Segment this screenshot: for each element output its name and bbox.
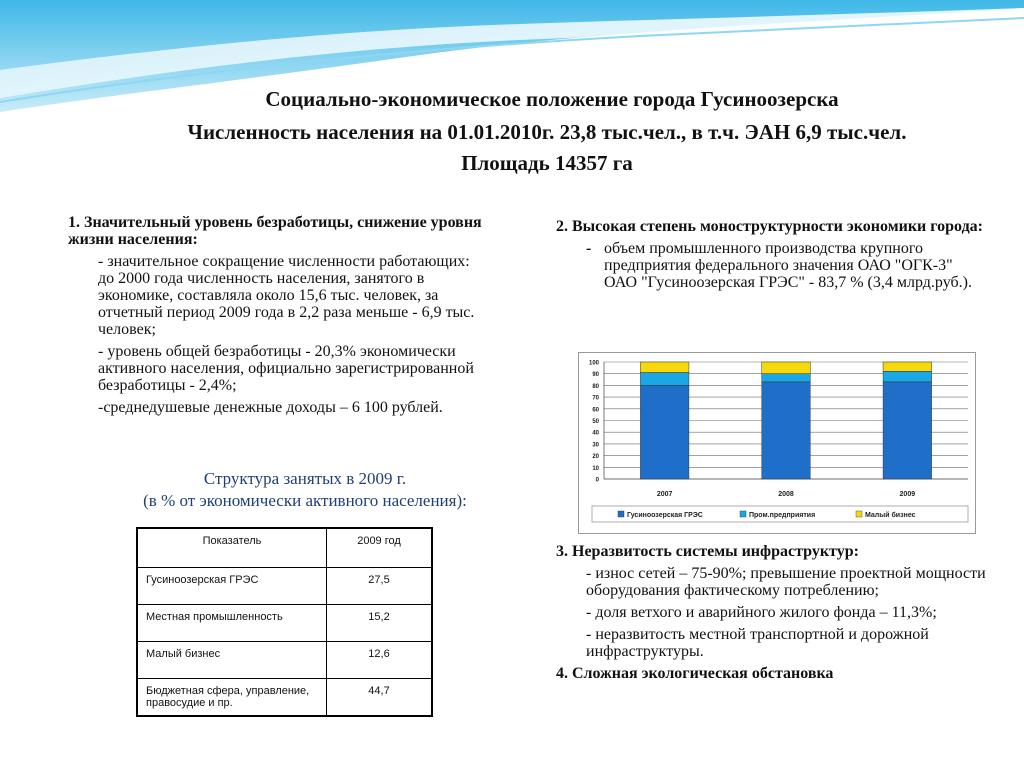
chart-legend-swatch xyxy=(856,511,862,517)
problem-3-point-2: - доля ветхого и аварийного жилого фонда – 11,3%; xyxy=(586,604,937,621)
chart-legend-swatch xyxy=(618,511,624,517)
table-cell-value: 15,2 xyxy=(327,605,433,642)
chart-bar-segment xyxy=(762,374,811,382)
chart-bar-segment xyxy=(640,362,689,373)
problem-3-point-3: - неразвитость местной транспортной и дорожной инфраструктуры. xyxy=(586,626,929,660)
table-header-name: Показатель xyxy=(137,528,327,568)
problem-1-point-2: - уровень общей безработицы - 20,3% экономически активного населения, официально зарегистрированной безработицы - 2,4%; xyxy=(98,343,474,394)
chart-bar-segment xyxy=(883,362,932,371)
table-cell-value: 44,7 xyxy=(327,679,433,717)
right-column xyxy=(556,218,986,291)
chart-ytick-label: 60 xyxy=(592,407,599,414)
table-cell-value: 12,6 xyxy=(327,642,433,679)
left-column xyxy=(68,214,488,416)
chart-bar-segment xyxy=(883,382,932,479)
chart-ytick-label: 50 xyxy=(592,419,599,425)
production-chart xyxy=(578,352,976,534)
chart-xtick-label: 2007 xyxy=(656,491,673,498)
chart-legend-label: Гусиноозерская ГРЭС xyxy=(627,512,703,519)
population-line: Численность населения на 01.01.2010г. 23,8 тыс.чел., в т.ч. ЭАН 6,9 тыс.чел. xyxy=(187,120,907,144)
chart-ytick-label: 20 xyxy=(592,454,599,461)
production-chart-svg xyxy=(578,352,976,534)
chart-legend-label: Малый бизнес xyxy=(865,512,916,519)
chart-ytick-label: 70 xyxy=(592,395,599,402)
employment-table xyxy=(136,527,433,717)
problem-2-text: объем промышленного производства крупного предприятия федерального значения ОАО "ОГК-3" ОАО "Гусиноозерская ГРЭС" - 83,7 % (3,4 млрд.руб.). xyxy=(604,240,972,291)
chart-legend xyxy=(592,506,968,522)
area-line: Площадь 14357 га xyxy=(461,151,633,175)
chart-ytick-label: 100 xyxy=(588,360,599,367)
chart-ytick-label: 30 xyxy=(592,442,599,449)
table-header-row xyxy=(137,528,432,568)
chart-bar-segment xyxy=(762,382,811,479)
problem-2-point xyxy=(556,240,986,291)
problem-4-heading: 4. Сложная экологическая обстановка xyxy=(556,665,834,682)
table-header-value: 2009 год xyxy=(327,528,433,568)
structure-title: Структура занятых в 2009 г. xyxy=(203,469,407,488)
chart-ytick-label: 0 xyxy=(595,477,599,484)
page-title: Социально-экономическое положение города Гусиноозерска xyxy=(265,87,839,111)
table-row xyxy=(137,605,432,642)
problem-2-dash: - xyxy=(586,240,592,257)
chart-legend-label: Пром.предприятия xyxy=(749,512,816,519)
chart-bar-segment xyxy=(762,362,811,374)
problem-1-point-3: -среднедушевые денежные доходы – 6 100 рублей. xyxy=(98,399,443,416)
table-cell-name: Местная промышленность xyxy=(137,605,327,642)
table-cell-name: Бюджетная сфера, управление, правосудие и пр. xyxy=(137,679,327,717)
chart-ytick-label: 90 xyxy=(592,372,599,379)
chart-ytick-label: 80 xyxy=(592,383,599,390)
table-cell-value: 27,5 xyxy=(327,568,433,605)
problem-2-heading: 2. Высокая степень моноструктурности экономики города: xyxy=(556,218,983,235)
problem-3-point-1: - износ сетей – 75-90%; превышение проектной мощности оборудования фактическому потреблению; xyxy=(586,565,986,599)
chart-bar-segment xyxy=(883,371,932,382)
chart-bar-segment xyxy=(640,373,689,386)
chart-legend-swatch xyxy=(740,511,746,517)
table-row xyxy=(137,568,432,605)
structure-caption xyxy=(95,468,515,512)
chart-xtick-label: 2008 xyxy=(778,491,794,498)
chart-ytick-label: 40 xyxy=(592,430,599,437)
problem-1-point-1: - значительное сокращение численности работающих: до 2000 года численность населения, занятого в экономике, составляла около 15,6 тыс. человек, за отчетный период 2009 года в 2,2 раза меньше - 6,9 тыс. человек; xyxy=(98,253,475,338)
table-row xyxy=(137,642,432,679)
structure-subtitle: (в % от экономически активного населения): xyxy=(143,491,467,510)
chart-xtick-label: 2009 xyxy=(899,491,916,498)
chart-plot-area xyxy=(589,361,968,499)
table-cell-name: Малый бизнес xyxy=(137,642,327,679)
problem-3-heading: 3. Неразвитость системы инфраструктур: xyxy=(556,543,859,560)
chart-bar-segment xyxy=(640,385,689,479)
chart-ytick-label: 10 xyxy=(592,465,599,472)
problem-1-heading: 1. Значительный уровень безработицы, снижение уровня жизни населения: xyxy=(68,214,482,248)
table-row xyxy=(137,679,432,717)
table-cell-name: Гусиноозерская ГРЭС xyxy=(137,568,327,605)
right-column-lower xyxy=(556,543,986,682)
